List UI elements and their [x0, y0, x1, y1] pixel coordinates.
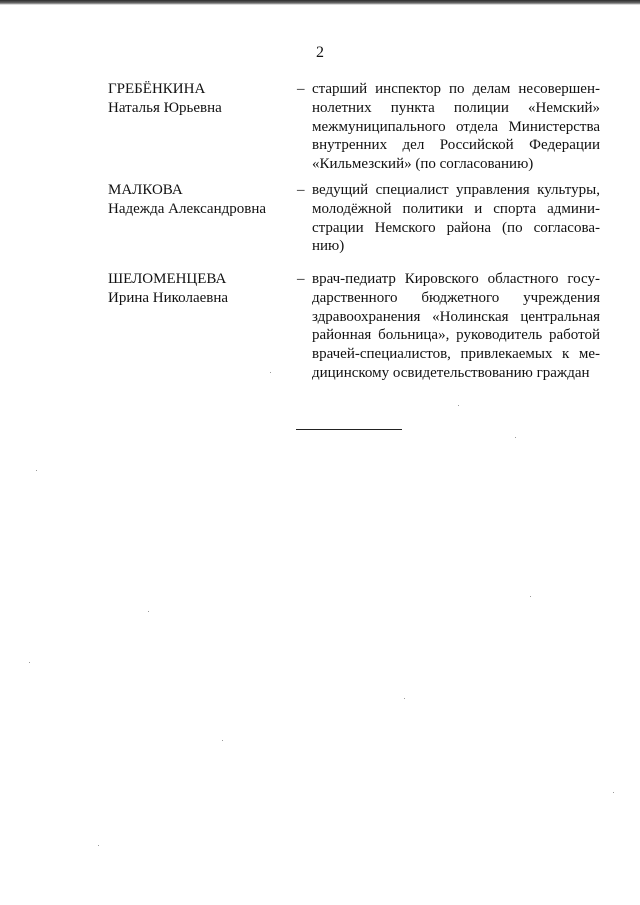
scan-speck	[36, 470, 37, 471]
position-line: страции Немского района (по согласова-	[312, 219, 600, 236]
page-number: 2	[316, 44, 324, 61]
position-line: нию)	[312, 238, 345, 255]
member-given-names: Надежда Александровна	[108, 200, 266, 217]
position-line: внутренних дел Российской Федерации	[312, 137, 600, 154]
position-line: здравоохранения «Нолинская центральная	[312, 308, 600, 325]
member-name	[108, 270, 293, 308]
end-of-list-rule	[296, 429, 402, 430]
position-line: ведущий специалист управления культуры,	[312, 182, 600, 198]
member-surname: МАЛКОВА	[108, 182, 183, 198]
scan-speck	[404, 698, 405, 699]
position-line: дарственного бюджетного учреждения	[312, 289, 600, 306]
position-line: межмуниципального отдела Министерства	[312, 118, 600, 135]
entry-dash: –	[297, 182, 305, 198]
position-line: старший инспектор по делам несовершен-	[312, 81, 600, 97]
scan-top-edge	[0, 0, 640, 5]
scan-speck	[458, 405, 459, 406]
scan-speck	[613, 792, 614, 793]
member-position	[312, 80, 600, 174]
scan-speck	[29, 662, 30, 663]
member-position	[312, 181, 600, 256]
scan-speck	[148, 611, 149, 612]
member-name	[108, 181, 293, 219]
position-line: районная больница», руководитель работой	[312, 327, 600, 344]
member-given-names: Наталья Юрьевна	[108, 99, 222, 116]
position-line: врач-педиатр Кировского областного госу-	[312, 271, 600, 287]
entry-dash: –	[297, 271, 305, 287]
position-line: дицинскому освидетельствованию граждан	[312, 364, 590, 381]
entry-dash: –	[297, 81, 305, 97]
scan-speck	[515, 437, 516, 438]
scan-speck	[530, 596, 531, 597]
position-line: «Кильмезский» (по согласованию)	[312, 156, 534, 173]
scan-speck	[222, 740, 223, 741]
position-line: врачей-специалистов, привлекаемых к ме-	[312, 346, 600, 363]
member-surname: ШЕЛОМЕНЦЕВА	[108, 271, 227, 287]
scan-speck	[98, 845, 99, 846]
position-line: нолетних пункта полиции «Немский»	[312, 99, 600, 116]
member-surname: ГРЕБЁНКИНА	[108, 81, 206, 97]
member-name	[108, 80, 293, 118]
member-given-names: Ирина Николаевна	[108, 289, 229, 306]
member-position	[312, 270, 600, 383]
position-line: молодёжной политики и спорта админи-	[312, 200, 600, 217]
scan-speck	[270, 372, 271, 373]
